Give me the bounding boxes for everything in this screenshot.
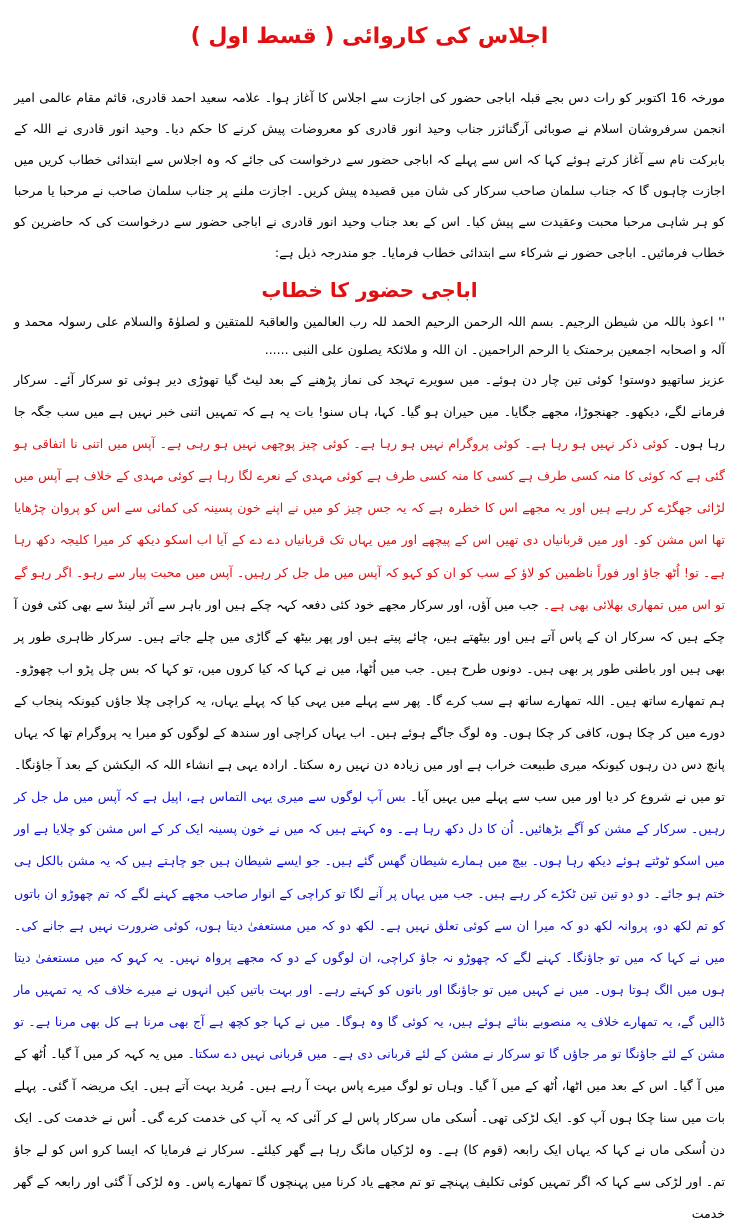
speech-segment: عزیز ساتھیو دوستو! کوئی تین چار دن ہوئے۔ میں سویرے تہجد کی نماز پڑھنے کے بعد لیٹ گیا تھوڑی دیر ہوئی تو سرکار آئے۔ سرکار فرمانے لگے، دیکھو۔ جھنجوڑا، مجھے جگایا۔ میں حیران ہو گیا۔ کہا، ہاں سنو! بات یہ ہے کہ تمہیں اتنی خبر نہیں ہے میں سب جگہ جا رہا ہوں۔ bbox=[14, 372, 725, 452]
arabic-invocation: '' اعوذ باللہ من شیطن الرجیم۔ بسم اللہ الرحمن الرحیم الحمد للہ رب العالمین والعاقبۃ للمتقین و لصلوٰۃ والسلام علی رسولہ محمد و آلہ و اصحابہ اجمعین برحمتک یا الرحم الراحمین۔ ان اللہ و ملائکۃ یصلون علی النبی ...... bbox=[14, 314, 725, 357]
page-title: اجلاس کی کاروائی ( قسط اول ) bbox=[190, 24, 549, 49]
speech-segment: جب میں آؤں، اور سرکار مجھے خود کئی دفعہ کہہ چکے ہیں اور باہر سے آئر لینڈ سے بھی کئی فون آ چکے ہیں کہ سرکار ان کے پاس آتے ہیں اور بیٹھتے ہیں، چائے پیتے ہیں اور پھر بیٹھ کے گاڑی میں چلے جاتے ہیں۔ سرکار ظاہری طور پر بھی ہیں اور باطنی طور پر بھی ہیں۔ دونوں طرح ہیں۔ جب میں اُٹھا، میں نے کہا کہ کیا کروں میں، تو کہا کہ بس چل پڑو اب چھوڑو۔ ہم تمھارے ساتھ ہیں۔ اللہ تمھارے ساتھ ہے سب کرے گا۔ پھر سے پہلے میں یہی کیا کہ پہلے یہاں، یہ کراچی چلا جاؤں کیونکہ پنجاب کے دورے میں کر چکا ہوں، کافی کر چکا ہوں۔ وہ لوگ جاگے ہوئے ہیں۔ اب یہاں کراچی اور سندھ کے لوگوں کو میرا یہ پروگرام تھا کہ یہاں پانچ دس دن رہوں کیونکہ میری طبیعت خراب ہے اور میں زیادہ دن نہیں رہ سکتا۔ ارادہ یہی ہے انشاء اللہ کہ الیکشن کے بعد آ جاؤنگا۔ تو میں نے شروع کر دیا اور میں سب سے پہلے میں یہیں آیا۔ bbox=[14, 596, 725, 805]
speech-segment: بس آپ لوگوں سے میری یہی التماس ہے، اپیل ہے کہ آپس میں مل جل کر رہیں۔ سرکار کے مشن کو آگے بڑھائیں۔ اُن کا دل دکھ رہا ہے۔ وہ کہتے ہیں کہ میں نے خون پسینہ ایک کر کے اس مشن کو چلایا ہے اور میں اسکو ٹوٹتے ہوئے دیکھ رہا ہوں۔ بیچ میں ہمارے شیطان گھس گئے ہیں۔ جو ایسے شیطان ہیں جو چاہتے ہیں کہ یہ مشن بالکل ہی ختم ہو جائے۔ دو دو تین تین ٹکڑے کر رہے ہیں۔ جب میں یہاں پر آنے لگا تو کراچی کے انوار صاحب مجھے کہنے لگے کہ تم چھوڑو ان باتوں کو تم لکھ دو، پروانہ لکھ دو کہ میرا ان سے کوئی تعلق نہیں ہے۔ لکھ دو کہ میں مستعفیٰ دیتا ہوں، کوئی ضرورت نہیں ہے جانے کی۔ میں نے کہا کہ میں تو جاؤنگا۔ کہنے لگے کہ چھوڑو نہ جاؤ کراچی، ان لوگوں کے دو کہ مجھے پرواہ نہیں۔ یہ کہو کہ میں مستعفیٰ دیتا ہوں میں الگ ہوتا ہوں۔ میں نے کہیں میں تو جاؤنگا اور باتوں کو کہتے رہے۔ اور بہت باتیں کیں انہوں نے میرے خلاف کہ یہ تمہیں مار ڈالیں گے، یہ تمھارے خلاف یہ منصوبے بنائے ہوئے ہیں، یہ کوئی گا وہ ہوگا۔ میں نے کہا جو کچھ ہے آج بھی مرنا ہے کل بھی مرنا ہے۔ تو مشن کے لئے جاؤنگا تو مر جاؤں گا تو سرکار نے مشن کے لئے قربانی دی ہے۔ میں قربانی نہیں دے سکتا۔ bbox=[14, 789, 726, 1061]
section-heading: اباجی حضور کا خطاب bbox=[261, 278, 478, 302]
speech-body bbox=[14, 364, 725, 1231]
speech-segment: میں یہ کہہ کر میں آ گیا۔ اُٹھ کے میں آ گیا۔ اس کے بعد میں اٹھا، اُٹھ کے میں آ گیا۔ وہاں تو لوگ میرے پاس بہت آ رہے ہیں۔ مُرید بہت آتے ہیں۔ ایک مریضہ آ گئی۔ پہلے بات میں سنا چکا ہوں آپ کو۔ ایک لڑکی تھی۔ اُسکی ماں سرکار پاس لے کر آئی کہ یہ آپ کی خدمت کرے گی۔ اُس نے خدمت کی۔ ایک دن اُسکی ماں نے کہا کہ یہاں ایک رابعہ (قوم کا) ہے۔ وہ لڑکیاں مانگ رہا ہے گھر کیلئے۔ سرکار نے فرمایا کہ ایسا کرو اس کو لے جاؤ تم۔ اور لڑکی سے کہا کہ اگر تمہیں کوئی تکلیف پہنچے تو تم مجھے یاد کرنا میں پہنچوں گا تمھارے پاس۔ وہ لڑکی آ گئی اور رابعہ کے گھر خدمت bbox=[14, 1045, 725, 1222]
speech-segment: کوئی ذکر نہیں ہو رہا ہے۔ کوئی پروگرام نہیں ہو رہا ہے۔ کوئی چیز پوچھی نہیں ہو رہی ہے۔ آپس میں اتنی نا اتفاقی ہو گئی ہے کہ کوئی کا منہ کسی طرف ہے کسی کا منہ کسی طرف ہے کوئی مہدی کے نعرے لگا رہا ہے کوئی مہدی کے خلاف ہے آپس میں لڑائی جھگڑے کر رہے ہیں اور یہ مجھے اس کا خطرہ ہے کہ یہ جس چیز کو میں نے اپنے خون پسینہ کی کمائی سے اس کو پروان چڑھایا تھا اس مشن کو۔ اور میں قربانیاں دی تھیں اس کے پیچھے اور میں یہاں تک قربانیاں دے دے کے آیا اب اسکو دیکھ کر میرا کلیجہ دکھ رہا ہے۔ تو! اُٹھ جاؤ اور فوراً ناظمین کو لاؤ کے سب کو ان کو کہو کہ آپس میں مل جل کر رہیں۔ آپس میں محبت پیار سے رہو۔ اگر رہو گے تو اس میں تمھاری بھلائی بھی ہے۔ bbox=[14, 436, 725, 612]
intro-paragraph: مورخہ 16 اکتوبر کو رات دس بجے قبلہ اباجی حضور کی اجازت سے اجلاس کا آغاز ہوا۔ علامہ سعید احمد قادری، قائم مقام عالمی امیر انجمن سرفروشان اسلام نے صوبائی آرگنائزر جناب وحید انور قادری کو معروضات پیش کرنے کا حکم دیا۔ وحید انور قادری نے اللہ کے بابرکت نام سے آغاز کرتے ہوئے کہا کہ اس سے پہلے کہ اباجی حضور سے درخواست کی جائے کہ وہ اجلاس سے ابتدائی خطاب کریں میں اجازت چاہوں گا کہ جناب سلمان صاحب سرکار کی شان میں قصیدہ پیش کریں۔ اجازت ملنے پر جناب سلمان صاحب نے مرحبا یا مرحبا کو ہر شاہی مرحبا محبت وعقیدت سے پیش کیا۔ اس کے بعد جناب وحید انور قادری نے اباجی حضور سے درخواست کی کہ حاضرین کو خطاب فرمائیں۔ اباجی حضور نے شرکاء سے ابتدائی خطاب فرمایا۔ جو مندرجہ ذیل ہے: bbox=[14, 90, 725, 260]
